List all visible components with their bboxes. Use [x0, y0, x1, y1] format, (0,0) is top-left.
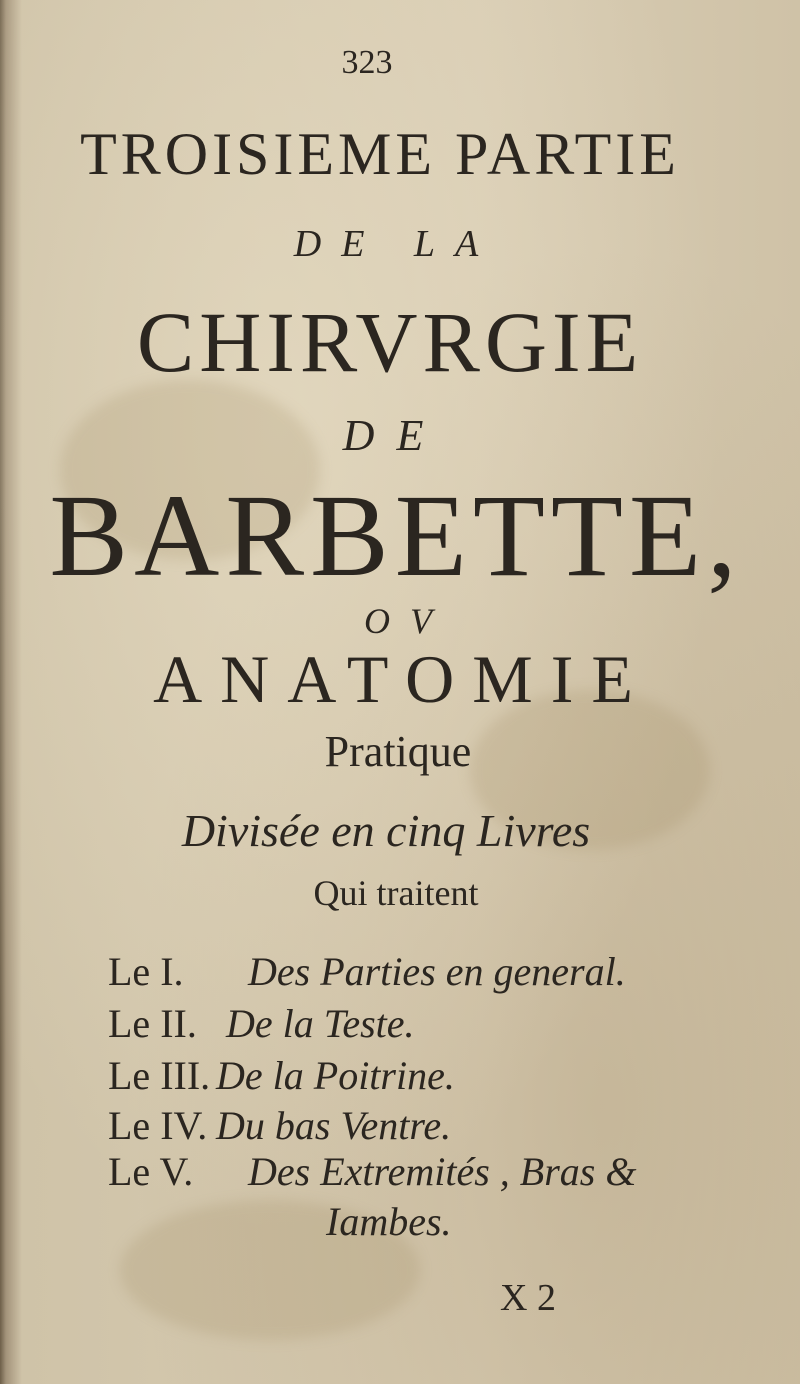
book-title-continuation: Iambes. — [326, 1199, 452, 1244]
title-line-anatomie: ANATOMIE — [153, 641, 651, 717]
title-line-chirurgie: CHIRVRGIE — [136, 294, 644, 390]
book-title: Des Extremités , Bras & — [248, 1149, 637, 1194]
book-list-item — [108, 1000, 415, 1047]
book-label: Le V. — [108, 1149, 194, 1194]
book-title: Des Parties en general. — [248, 949, 626, 994]
title-line-ou: OV — [364, 601, 452, 641]
book-label: Le IV. — [108, 1103, 208, 1148]
book-list-item — [108, 1052, 455, 1099]
book-label: Le III. — [108, 1053, 211, 1098]
book-title: De la Teste. — [226, 1001, 415, 1046]
book-label: Le II. — [108, 1001, 197, 1046]
title-line-de-la: DE LA — [293, 223, 499, 265]
book-title: De la Poitrine. — [216, 1053, 455, 1098]
intro-text: Qui traitent — [313, 873, 479, 913]
book-list-item — [108, 948, 626, 995]
book-list-item — [108, 1148, 636, 1195]
title-line-de: DE — [342, 411, 446, 460]
title-line-pratique: Pratique — [324, 727, 472, 776]
book-title: Du bas Ventre. — [216, 1103, 452, 1148]
book-list-item — [108, 1102, 451, 1149]
title-line-troisieme-partie: TROISIEME PARTIE — [80, 121, 680, 187]
subtitle: Divisée en cinq Livres — [181, 805, 591, 856]
page-number: 323 — [341, 44, 393, 81]
book-label: Le I. — [108, 949, 184, 994]
title-line-barbette: BARBETTE, — [49, 470, 743, 601]
signature-mark: X 2 — [500, 1277, 556, 1319]
